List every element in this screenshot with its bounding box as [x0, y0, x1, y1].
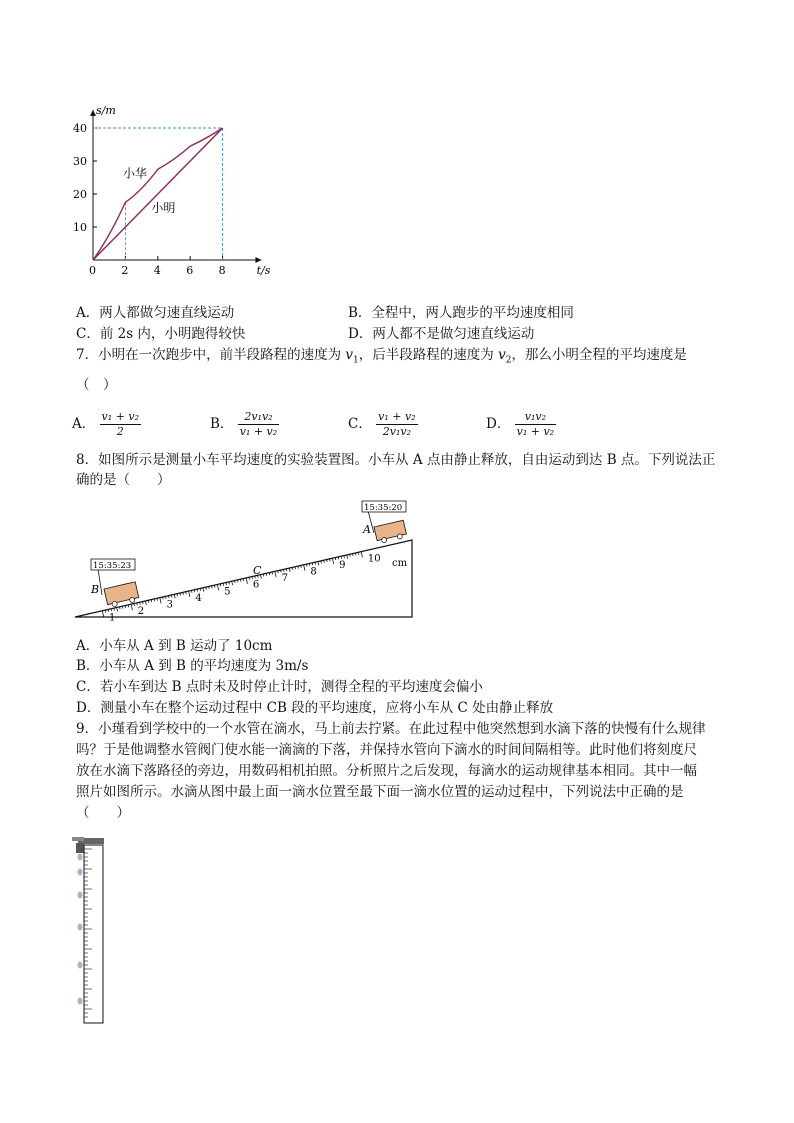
- x-tick-label-8: 8: [218, 264, 226, 277]
- cart-a: [374, 520, 407, 544]
- x-tick-label-0: 0: [89, 264, 96, 277]
- point-a: A: [363, 523, 371, 536]
- q9-line-3: 放在水滴下落路径的旁边，用数码相机拍照。分析照片之后发现，每滴水的运动规律基本相同。其中一幅: [76, 763, 697, 779]
- scale-label-5: 5: [224, 586, 231, 598]
- x-axis-arrow: [255, 257, 261, 263]
- q7-stem: [76, 345, 687, 371]
- q7-stem-b: ，后半段路程的速度为: [358, 347, 499, 363]
- q7-sub1: 1: [353, 355, 359, 366]
- scale-label-8: 8: [310, 566, 317, 578]
- y-tick-label-30: 30: [73, 155, 87, 168]
- q6-option-c: C．前 2s 内，小明跑得较快: [76, 326, 246, 342]
- q7-option-a-num: v₁ + v₂: [101, 410, 140, 423]
- q7-option-b-den: v₁ + v₂: [239, 425, 278, 438]
- ruler: [84, 845, 103, 1023]
- x-axis-label: t/s: [256, 264, 271, 277]
- x-tick-label-2: 2: [121, 264, 129, 277]
- q8-option-c: C．若小车到达 B 点时未及时停止计时，测得全程的平均速度会偏小: [76, 679, 483, 695]
- y-tick-label-20: 20: [73, 188, 87, 201]
- q8-stem-1: 8．如图所示是测量小车平均速度的实验装置图。小车从 A 点由静止释放，自由运动到达 B 点。下列说法正: [76, 452, 716, 468]
- q9-line-5: （ ）: [76, 805, 130, 821]
- series-xiaoming-line: [93, 128, 223, 260]
- x-tick-label-4: 4: [153, 264, 161, 277]
- q7-option-d: [486, 410, 556, 439]
- q6-option-a: A．两人都做匀速直线运动: [76, 305, 235, 321]
- label-xiaoming: 小明: [151, 201, 176, 216]
- q7-option-d-den: v₁ + v₂: [516, 425, 555, 438]
- q8-stem-2: 确的是（ ）: [76, 472, 171, 488]
- q7-option-c-num: v₁ + v₂: [378, 410, 416, 423]
- point-b: B: [91, 583, 100, 596]
- st-graph: [60, 100, 290, 280]
- q7-option-d-label: D．: [486, 416, 511, 432]
- q6-option-b: B．全程中，两人跑步的平均速度相同: [348, 305, 574, 321]
- q8-option-b: B．小车从 A 到 B 的平均速度为 3m/s: [76, 658, 309, 674]
- scale-label-6: 6: [252, 579, 260, 591]
- scale-label-4: 4: [195, 592, 202, 604]
- x-tick-label-6: 6: [186, 264, 194, 277]
- q8-option-a: A．小车从 A 到 B 运动了 10cm: [76, 638, 273, 654]
- q7-option-a-label: A．: [72, 416, 96, 432]
- q7-option-b-num: 2v₁v₂: [238, 410, 279, 425]
- q7-option-c-label: C．: [348, 416, 372, 432]
- q7-sub2: 2: [505, 355, 512, 366]
- q7-v1: v: [345, 347, 354, 363]
- incline-figure: [70, 495, 420, 625]
- q8-option-d: D．测量小车在整个运动过程中 CB 段的平均速度，应将小车从 C 处由静止释放: [76, 700, 554, 716]
- q7-v2: v: [498, 347, 506, 363]
- y-tick-label-10: 10: [73, 221, 87, 234]
- dripping-faucet-figure: [70, 835, 120, 1030]
- q7-option-d-num: v₁v₂: [515, 410, 556, 425]
- label-xiaohua: 小华: [122, 166, 147, 181]
- scale-label-7: 7: [281, 573, 288, 585]
- q9-line-1: 9．小瑾看到学校中的一个水管在滴水，马上前去拧紧。在此过程中他突然想到水滴下落的快慢有什么规律: [76, 721, 706, 737]
- clock-b: 15:35:23: [93, 561, 132, 571]
- q7-paren: （ ）: [76, 377, 117, 393]
- q7-stem-c: ，那么小明全程的平均速度是: [511, 347, 687, 363]
- scale-label-2: 2: [137, 605, 145, 617]
- q7-stem-a: 7．小明在一次跑步中，前半段路程的速度为: [76, 347, 346, 363]
- scale-label-1: 1: [109, 612, 116, 624]
- scale-label-9: 9: [339, 559, 346, 571]
- water-drops: [78, 854, 83, 1005]
- point-c: C: [253, 564, 262, 577]
- q7-option-c-den: 2v₁v₂: [382, 425, 411, 438]
- scale-unit: cm: [392, 558, 408, 569]
- q7-option-a: [72, 410, 141, 439]
- q7-option-c: [348, 410, 418, 439]
- q9-line-4: 照片如图所示。水滴从图中最上面一滴水位置至最下面一滴水位置的运动过程中，下列说法中正确的是: [76, 784, 684, 800]
- y-tick-label-40: 40: [73, 122, 87, 135]
- q7-option-b-label: B．: [210, 416, 234, 432]
- scale-label-3: 3: [166, 599, 173, 611]
- q6-option-d: D．两人都不是做匀速直线运动: [348, 326, 535, 342]
- q7-option-b: [210, 410, 279, 439]
- q9-line-2: 吗？于是他调整水管阀门使水能一滴滴的下落，并保持水管向下滴水的时间间隔相等。此时他们将刻度尺: [76, 742, 697, 758]
- clock-a: 15:35:20: [364, 503, 403, 513]
- q7-option-a-den: 2: [116, 425, 124, 438]
- scale-label-10: 10: [367, 553, 381, 565]
- y-axis-label: s/m: [96, 103, 116, 117]
